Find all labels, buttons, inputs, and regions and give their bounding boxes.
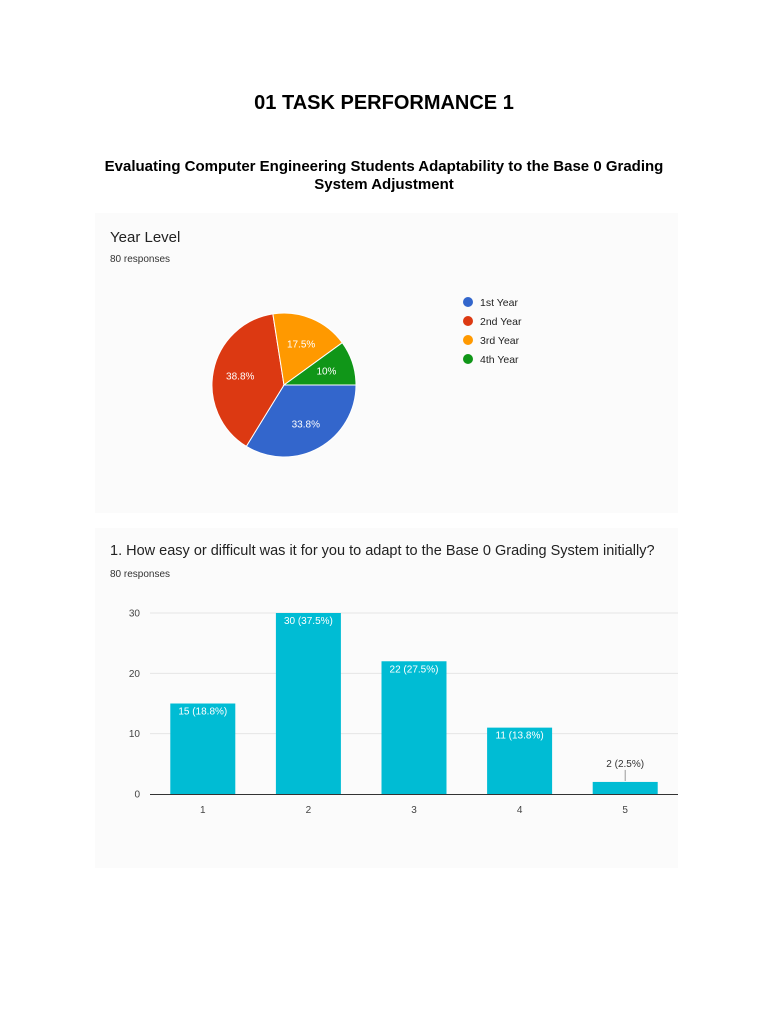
y-tick-label-0: 0	[134, 789, 140, 801]
pie-slice-label-2: 38.8%	[226, 371, 255, 383]
bar-data-label-4: 11 (13.8%)	[495, 730, 544, 742]
bar-data-label-1: 15 (18.8%)	[178, 706, 228, 718]
bar-chart-card	[95, 528, 678, 868]
legend-marker-1	[463, 297, 473, 307]
bar-data-label-5: 2 (2.5%)	[606, 758, 645, 770]
document-subtitle: Evaluating Computer Engineering Students Adaptability to the Base 0 Grading System Adjustment	[104, 158, 664, 193]
legend-marker-4	[463, 354, 473, 364]
pie-slice-label-4: 10%	[316, 366, 337, 378]
bar-data-label-3: 22 (27.5%)	[389, 664, 439, 676]
bar-response-count: 80 responses	[110, 569, 171, 580]
bar-chart	[95, 528, 678, 868]
bar-2	[276, 613, 341, 794]
legend-label-1: 1st Year	[480, 297, 518, 309]
x-tick-label-5: 5	[622, 805, 628, 816]
legend-marker-2	[463, 316, 473, 326]
y-tick-label-2: 20	[128, 668, 140, 680]
pie-slice-label-3: 17.5%	[286, 339, 316, 351]
legend-label-2: 2nd Year	[480, 316, 522, 328]
x-tick-label-3: 3	[411, 805, 417, 816]
pie-slice-label-1: 33.8%	[291, 419, 320, 431]
x-tick-label-2: 2	[305, 805, 312, 816]
pie-question-title: Year Level	[110, 229, 181, 246]
bar-5	[593, 782, 658, 794]
bar-3	[382, 661, 447, 794]
bar-data-label-2: 30 (37.5%)	[283, 616, 333, 627]
pie-response-count: 80 responses	[110, 254, 171, 265]
bar-question-title: 1. How easy or difficult was it for you to adapt to the Base 0 Grading System initially?	[110, 543, 655, 559]
pie-chart	[95, 213, 678, 513]
x-tick-label-1: 1	[200, 805, 206, 816]
y-tick-label-3: 30	[128, 608, 140, 620]
document-title: 01 TASK PERFORMANCE 1	[254, 92, 514, 114]
x-tick-label-4: 4	[516, 805, 523, 816]
legend-label-3: 3rd Year	[480, 335, 520, 347]
legend-label-4: 4th Year	[480, 354, 519, 366]
y-tick-label-1: 10	[128, 729, 140, 741]
legend-marker-3	[463, 335, 473, 345]
pie-chart-card	[95, 213, 678, 513]
